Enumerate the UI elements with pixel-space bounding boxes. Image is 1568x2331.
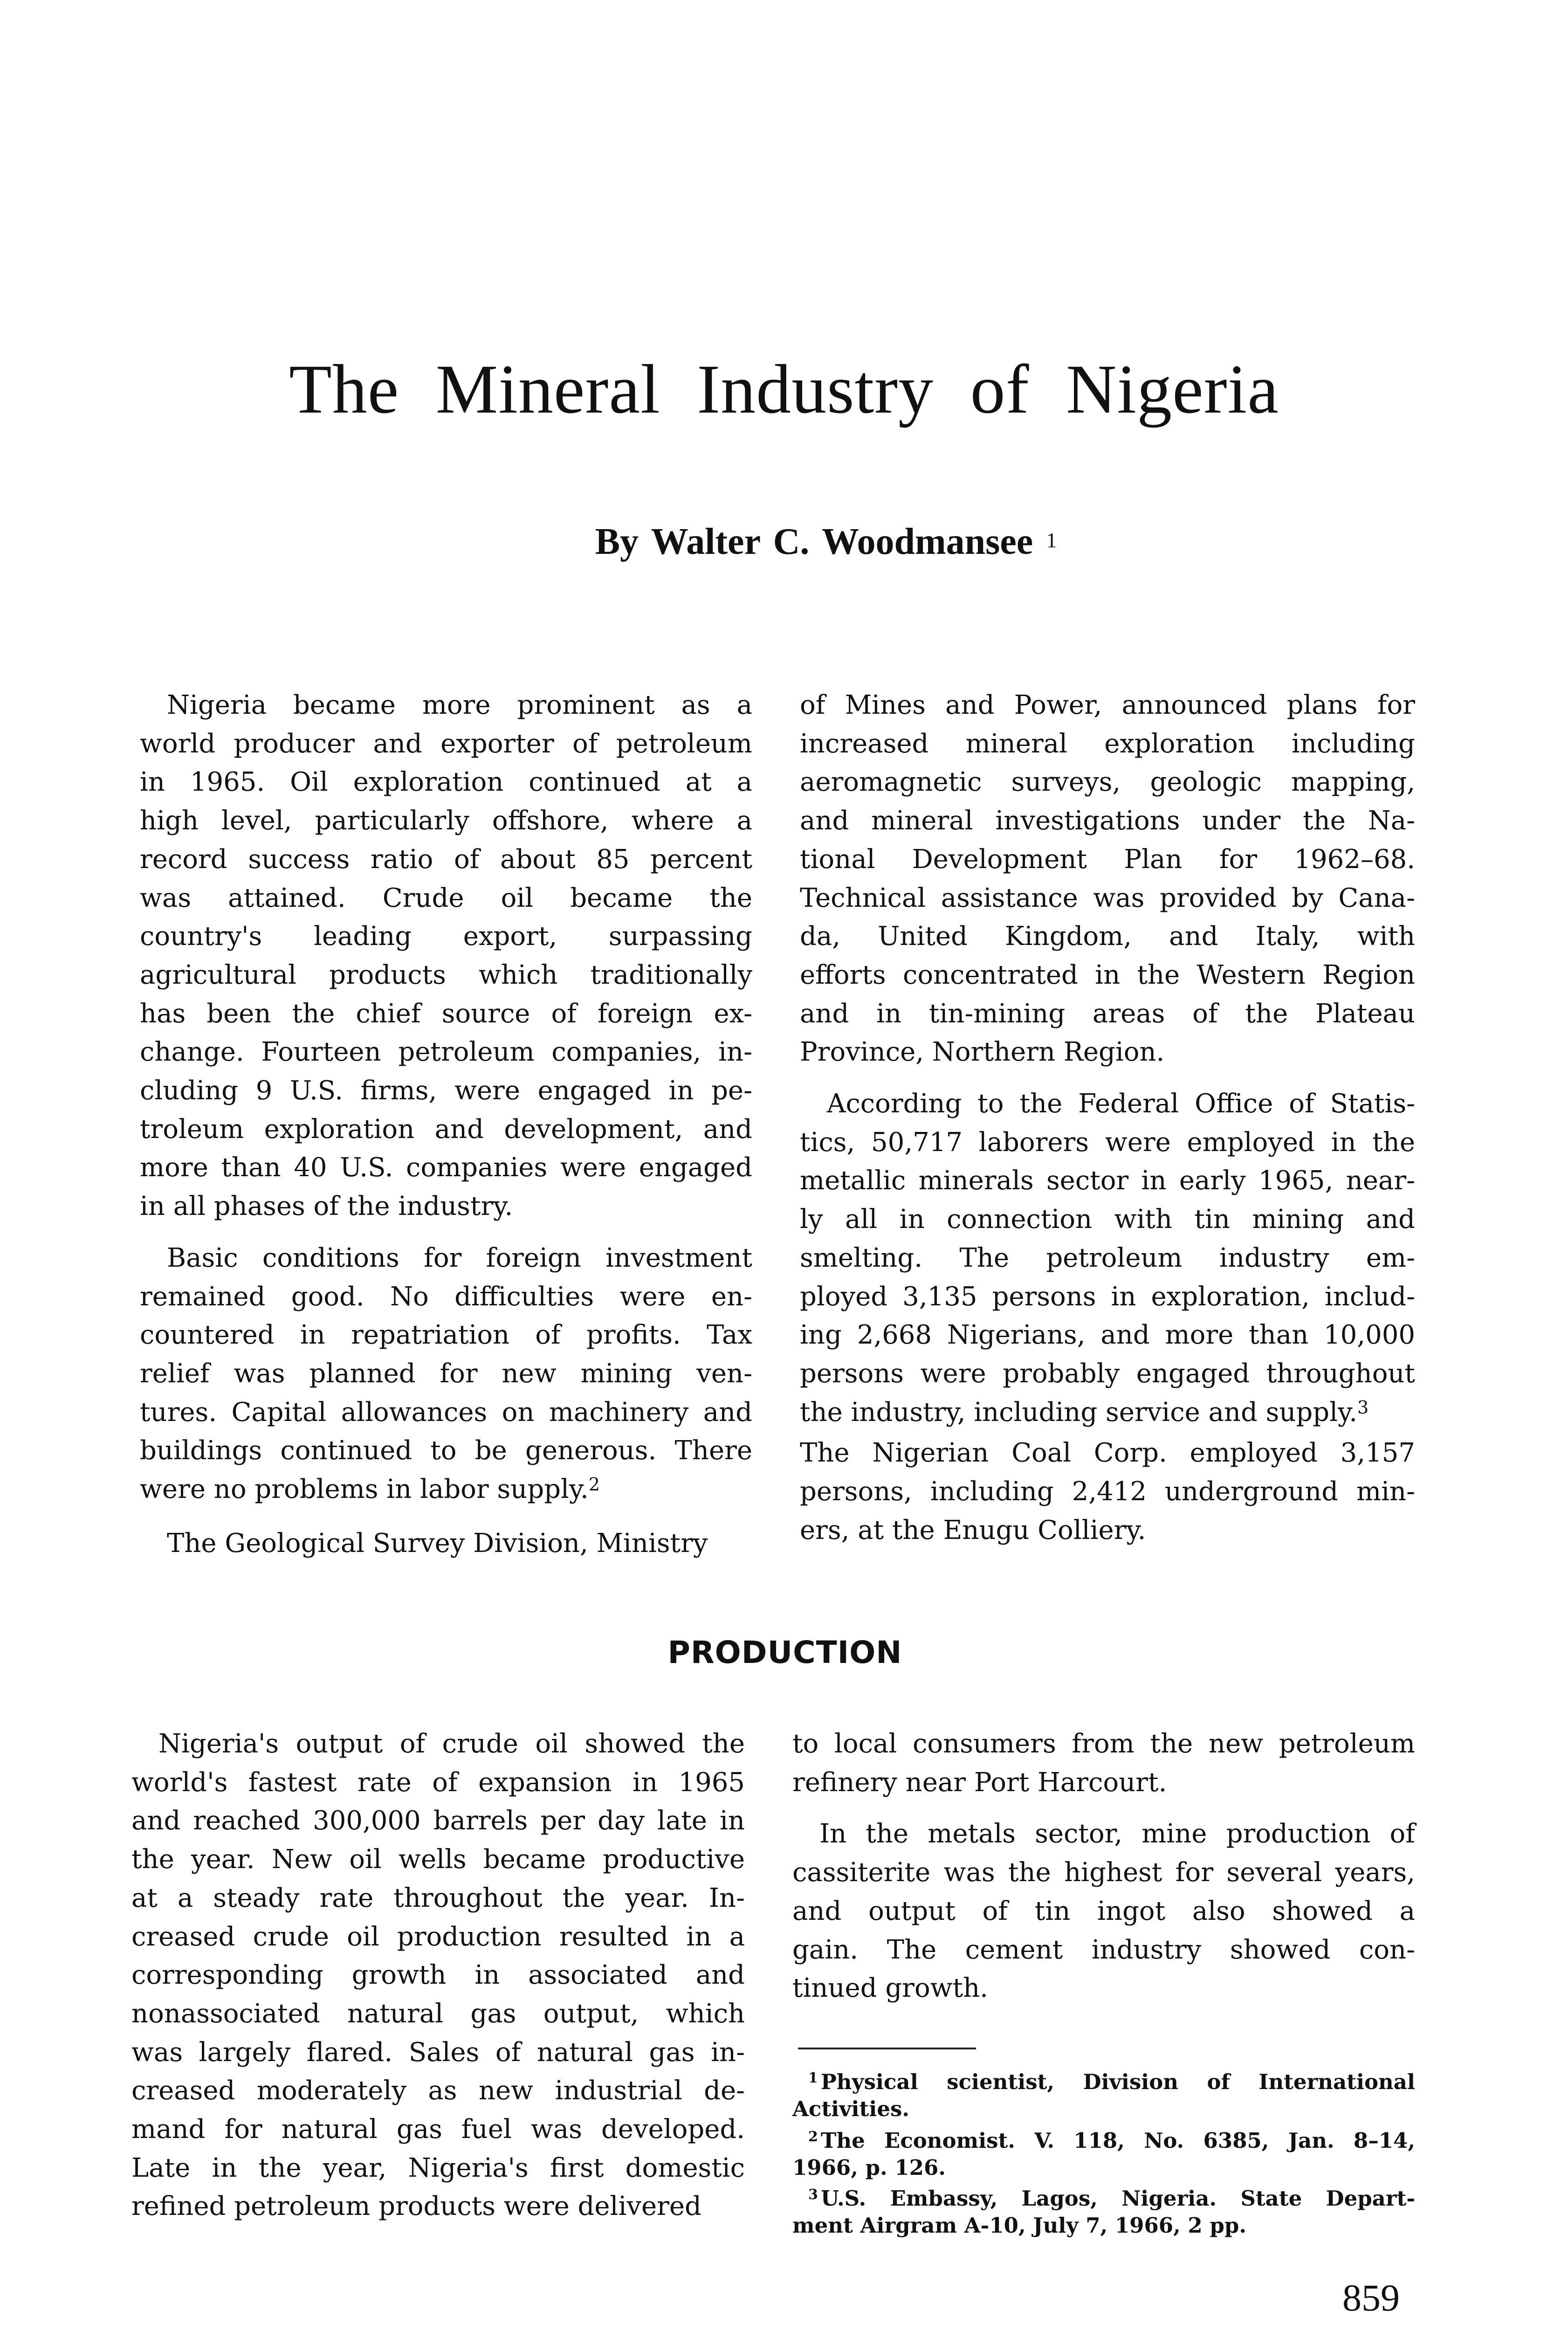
section-heading-production: PRODUCTION: [667, 1634, 902, 1670]
footnote-divider: [798, 2048, 976, 2049]
text-line: Nigeria became more prominent as a: [167, 690, 752, 720]
footnote-2: [792, 2129, 1415, 2180]
text-line: aeromagnetic surveys, geologic mapping,: [800, 767, 1415, 798]
paragraph: [792, 1725, 1415, 1802]
paragraph: [140, 686, 752, 1226]
text-line: high level, particularly offshore, where a: [140, 806, 752, 836]
text-line: in all phases of the industry.: [140, 1191, 513, 1222]
text-line: relief was planned for new mining ven-: [140, 1358, 752, 1389]
text-line: persons, including 2,412 underground min-: [800, 1476, 1415, 1507]
footnote-text: U.S. Embassy, Lagos, Nigeria. State Depart-: [820, 2186, 1415, 2211]
production-right-column: [792, 1725, 1415, 2008]
text-line: Technical assistance was provided by Cana-: [800, 883, 1415, 913]
intro-right-column: [800, 686, 1415, 1550]
text-line: ing 2,668 Nigerians, and more than 10,000: [800, 1320, 1415, 1351]
footnote-line: [792, 2156, 1415, 2180]
text-line: increased mineral exploration including: [800, 728, 1415, 759]
footnote-3: [792, 2186, 1415, 2238]
footnote-text: 1966, p. 126.: [792, 2155, 946, 2180]
text-line: world producer and exporter of petroleum: [140, 728, 752, 759]
author-byline: [0, 523, 1568, 560]
text-line: and output of tin ingot also showed a: [792, 1896, 1415, 1926]
intro-left-column: [140, 686, 752, 1563]
text-line: ployed 3,135 persons in exploration, includ-: [800, 1281, 1415, 1312]
text-line: Province, Northern Region.: [800, 1037, 1165, 1068]
text-line: According to the Federal Office of Statis-: [827, 1089, 1415, 1119]
footnote-line: [792, 2186, 1415, 2214]
text-line: ly all in connection with tin mining and: [800, 1204, 1415, 1235]
text-line: more than 40 U.S. companies were engaged: [140, 1152, 752, 1183]
text-line: corresponding growth in associated and: [131, 1960, 745, 1991]
byline-footnote-ref: 1: [1046, 528, 1057, 552]
text-line: cluding 9 U.S. firms, were engaged in pe-: [140, 1076, 752, 1106]
footnote-text: Activities.: [792, 2097, 909, 2121]
text-line: metallic minerals sector in early 1965, near-: [800, 1166, 1415, 1196]
footnote-ref: 2: [588, 1474, 600, 1495]
text-line: and in tin-mining areas of the Plateau: [800, 998, 1415, 1029]
footnote-line: [792, 2214, 1415, 2238]
text-line: change. Fourteen petroleum companies, in-: [140, 1037, 752, 1068]
text-line: agricultural products which traditionally: [140, 959, 752, 990]
text-line: Late in the year, Nigeria's first domestic: [131, 2152, 745, 2183]
text-line: has been the chief source of foreign ex-: [140, 998, 752, 1029]
text-line: tinued growth.: [792, 1973, 988, 2004]
footnote-mark: 3: [808, 2186, 818, 2203]
article-title: The Mineral Industry of Nigeria: [289, 351, 1279, 428]
text-line: refined petroleum products were delivered: [131, 2191, 701, 2222]
text-line: to local consumers from the new petroleum: [792, 1729, 1415, 1759]
paragraph: [140, 1524, 752, 1563]
footnote-text: ment Airgram A-10, July 7, 1966, 2 pp.: [792, 2213, 1247, 2238]
text-line: and reached 300,000 barrels per day late in: [131, 1806, 745, 1836]
text-line: In the metals sector, mine production of: [819, 1819, 1415, 1849]
text-line: refinery near Port Harcourt.: [792, 1767, 1167, 1798]
footnote-mark: 2: [808, 2129, 818, 2145]
text-line: smelting. The petroleum industry em-: [800, 1242, 1415, 1273]
text-line: The Geological Survey Division, Ministry: [167, 1528, 708, 1559]
text-line: nonassociated natural gas output, which: [131, 1998, 745, 2029]
text-line: was largely flared. Sales of natural gas in-: [131, 2037, 745, 2068]
text-line: Basic conditions for foreign investment: [167, 1242, 752, 1273]
text-line: and mineral investigations under the Na-: [800, 806, 1415, 836]
footnote-1: [792, 2070, 1415, 2121]
text-line: mand for natural gas fuel was developed.: [131, 2114, 745, 2145]
text-line: troleum exploration and development, and: [140, 1114, 752, 1145]
text-line: buildings continued to be generous. There: [140, 1435, 752, 1466]
text-line: gain. The cement industry showed con-: [792, 1934, 1415, 1965]
production-left-column: [131, 1725, 745, 2226]
page-number: 859: [1342, 2276, 1400, 2319]
text-line: tics, 50,717 laborers were employed in the: [800, 1127, 1415, 1158]
text-line: ers, at the Enugu Colliery.: [800, 1515, 1146, 1545]
text-line: tures. Capital allowances on machinery and: [140, 1397, 752, 1428]
text-line: Nigeria's output of crude oil showed the: [158, 1729, 745, 1759]
text-line: The Nigerian Coal Corp. employed 3,157: [800, 1438, 1415, 1469]
text-line: the industry, including service and supply.$^3$: [800, 1397, 1369, 1428]
text-line: the year. New oil wells became productive: [131, 1844, 745, 1875]
paragraph: [131, 1725, 745, 2226]
text-line: world's fastest rate of expansion in 1965: [131, 1767, 745, 1798]
footnote-line: [792, 2070, 1415, 2097]
footnote-line: [792, 2129, 1415, 2156]
footnote-text: Physical scientist, Division of International: [820, 2069, 1415, 2094]
text-line: countered in repatriation of profits. Tax: [140, 1320, 752, 1351]
footnote-line: [792, 2097, 1415, 2121]
author-name: By Walter C. Woodmansee: [595, 521, 1033, 562]
paragraph: [792, 1815, 1415, 2008]
text-line: creased crude oil production resulted in a: [131, 1921, 745, 1952]
footnote-text: The Economist. V. 118, No. 6385, Jan. 8–14,: [820, 2128, 1415, 2153]
text-line: record success ratio of about 85 percent: [140, 844, 752, 875]
paragraph: [140, 1239, 752, 1511]
text-line: were no problems in labor supply.$^2$: [140, 1474, 600, 1505]
text-line: tional Development Plan for 1962–68.: [800, 844, 1415, 875]
text-line: was attained. Crude oil became the: [140, 883, 752, 913]
footnote-mark: 1: [808, 2070, 818, 2086]
paragraph: [800, 1085, 1415, 1550]
text-line: efforts concentrated in the Western Region: [800, 959, 1415, 990]
text-line: persons were probably engaged throughout: [800, 1358, 1415, 1389]
paragraph: [800, 686, 1415, 1072]
text-line: of Mines and Power, announced plans for: [800, 690, 1415, 720]
text-line: country's leading export, surpassing: [140, 921, 752, 952]
text-line: cassiterite was the highest for several years,: [792, 1857, 1415, 1888]
text-line: at a steady rate throughout the year. In-: [131, 1883, 745, 1913]
text-line: in 1965. Oil exploration continued at a: [140, 767, 752, 798]
footnote-ref: 3: [1357, 1397, 1369, 1418]
text-line: creased moderately as new industrial de-: [131, 2076, 745, 2106]
text-line: da, United Kingdom, and Italy, with: [800, 921, 1415, 952]
text-line: remained good. No difficulties were en-: [140, 1281, 752, 1312]
